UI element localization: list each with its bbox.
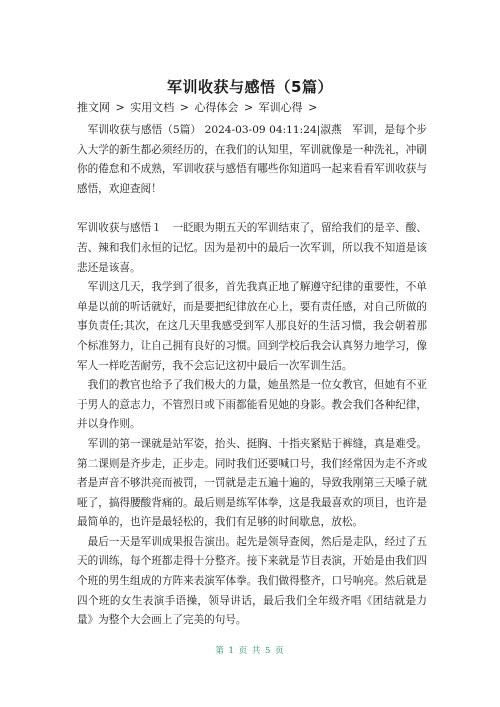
breadcrumb-sep: > xyxy=(308,101,318,114)
breadcrumb-item-docs[interactable]: 实用文档 xyxy=(130,101,175,114)
breadcrumb-item-military[interactable]: 军训心得 xyxy=(258,101,303,114)
body-paragraph: 军训收获与感悟１ 一眨眼为期五天的军训结束了，留给我们的是辛、酸、苦、辣和我们永恒的记忆。因为是初中的最后一次军训，所以我不知道是该悲还是该喜。 xyxy=(77,222,427,274)
breadcrumb-item-home[interactable]: 推文网 xyxy=(77,101,110,114)
body-paragraph: 军训这几天，我学到了很多，首先我真正地了解遵守纪律的重要性，不单单是以前的听话就好，而是要把纪律放在心上，要有责任感，对自己所做的事负责任;其次，在这几天里我感受到军人那良好的生活习惯，我会朝着那个标准努力，让自己拥有良好的习惯。回到学校后我会认真努力地学习，像军人一样吃苦耐劳，我不会忘记这初中最后一次军训生活。 xyxy=(77,281,427,372)
doc-body xyxy=(77,121,427,631)
body-paragraph: 军训的第一课就是站军姿，抬头、挺胸、十指夹紧贴于裤缝，真是难受。第二课则是齐步走，正步走。同时我们还要喊口号，我们经常因为走不齐或者是声音不够洪亮而被罚，一罚就是走五遍十遍的，导致我刚第三天嗓子就哑了，搞得腰酸背痛的。最后则是练军体拳，这是我最喜欢的项目，也许是最简单的，也许是最轻松的，我们有足够的时间歇息，放松。 xyxy=(77,437,427,529)
breadcrumb-sep: > xyxy=(179,101,189,114)
body-paragraph: 最后一天是军训成果报告演出。起先是领导查阅，然后是走队，经过了五天的训练，每个班都走得十分整齐。接下来就是节目表演，开始是由我们四个班的男生组成的方阵来表演军体拳。我们做得整齐，口号响亮。然后就是四个班的女生表演手语操，领导讲话，最后我们全年级齐唱《团结就是力量》为整个大会画上了完美的句号。 xyxy=(77,535,427,627)
breadcrumb-item-experience[interactable]: 心得体会 xyxy=(194,101,239,114)
body-paragraph: 我们的教官也给予了我们极大的力量，她虽然是一位女教官，但她有不亚于男人的意志力，不管烈日或下雨都能看见她的身影。教会我们各种纪律，并以身作则。 xyxy=(77,379,427,431)
breadcrumb xyxy=(77,100,437,116)
breadcrumb-sep: > xyxy=(243,101,254,114)
doc-title: 军训收获与感悟（5篇） xyxy=(167,78,333,96)
intro-paragraph: 军训收获与感悟（5篇） 2024-03-09 04:11:24|淑燕 军训，是每个步入大学的新生都必须经历的，在我们的认知里，军训就像是一种洗礼，冲刷你的倦怠和不成熟，军训收获与感悟有哪些你知道吗一起来看看军训收获与感悟，欢迎查阅！ xyxy=(77,124,427,195)
breadcrumb-sep: > xyxy=(115,101,125,114)
page-footer: 第 1 页 共 5 页 xyxy=(215,646,285,656)
